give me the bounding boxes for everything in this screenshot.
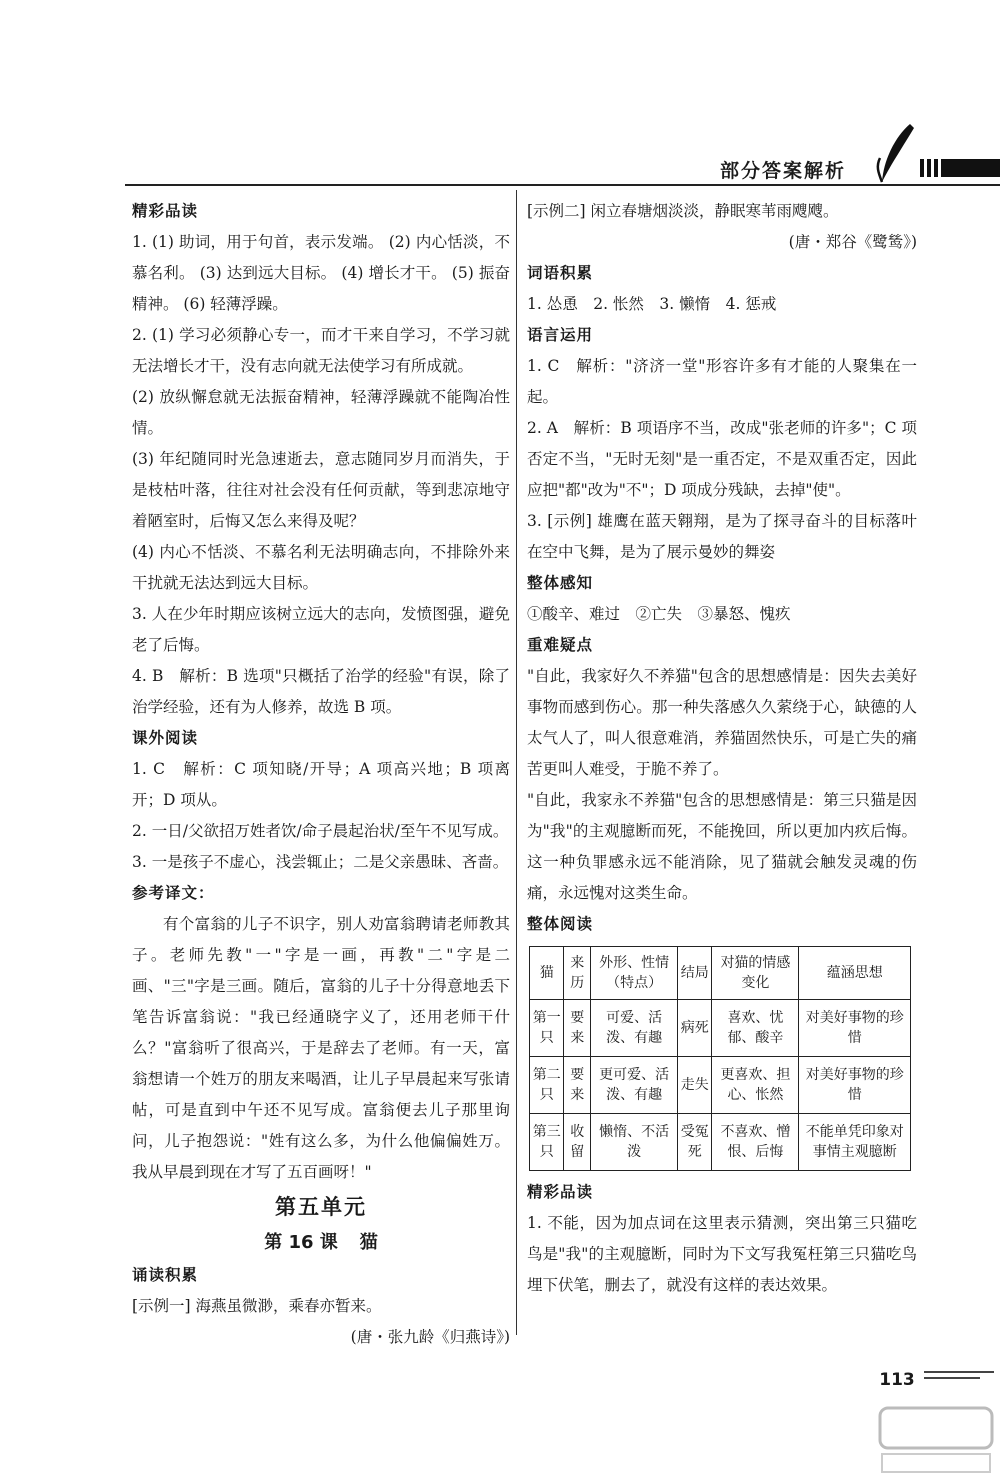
answer-paragraph: 2. (1) 学习必须静心专一，而才干来自学习，不学习就无法增长才干，没有志向就无法使学习有所成就。 [132, 326, 510, 375]
answer-paragraph: 4. B 解析：B 选项"只概括了治学的经验"有误，除了治学经验，还有为人修养，故选 B 项。 [132, 667, 510, 716]
answer-paragraph: 2. A 解析：B 项语序不当，改成"张老师的许多"；C 项否定不当，"无时无刻"是一重否定，不是双重否定，因此应把"都"改为"不"；D 项成分残缺，去掉"使"。 [527, 419, 917, 499]
page-number: 113 [874, 1363, 920, 1397]
table-cell: 懒惰、不活泼 [591, 1114, 678, 1171]
answer-paragraph: 1. 不能，因为加点词在这里表示猜测，突出第三只猫吃鸟是"我"的主观臆断，同时为下文写我冤枉第三只猫吃鸟埋下伏笔，删去了，就没有这样的表达效果。 [527, 1214, 917, 1294]
left-column [132, 196, 510, 1353]
table-header-cell: 来历 [564, 947, 591, 1000]
answer-paragraph: 3. 人在少年时期应该树立远大的志向，发愤图强，避免老了后悔。 [132, 605, 510, 654]
answer-paragraph: [示例一] 海燕虽微渺，乘春亦暂来。 [132, 1297, 382, 1315]
table-cell: 收留 [564, 1114, 591, 1171]
table-header-cell: 蕴涵思想 [799, 947, 911, 1000]
header-rule [125, 184, 1000, 186]
header-title: 部分答案解析 [720, 160, 847, 182]
table-header-cell: 对猫的情感变化 [712, 947, 799, 1000]
unit-title: 第五单元 [275, 1195, 367, 1219]
table-cell: 不能单凭印象对事情主观臆断 [799, 1114, 911, 1171]
table-row [530, 1000, 911, 1057]
section-heading: 诵读积累 [132, 1266, 199, 1284]
section-heading: 精彩品读 [527, 1183, 594, 1201]
table-cell: 要来 [564, 1000, 591, 1057]
poem-source: (唐・郑谷《鹭鸶》) [788, 233, 917, 251]
lesson-title [132, 1226, 510, 1260]
section-heading: 精彩品读 [132, 202, 199, 220]
table-cell: 可爱、活泼、有趣 [591, 1000, 678, 1057]
page-header [0, 150, 1000, 190]
answer-paragraph: 3. [示例] 雄鹰在蓝天翱翔，是为了探寻奋斗的目标落叶在空中飞舞，是为了展示曼妙的舞姿 [527, 512, 917, 561]
section-heading: 语言运用 [527, 326, 594, 344]
answer-paragraph: 1. 怂恿 2. 怅然 3. 懒惰 4. 惩戒 [527, 295, 777, 313]
section-heading: 参考译文： [132, 884, 215, 902]
quill-icon [870, 122, 920, 188]
table-cell: 第三只 [530, 1114, 564, 1171]
answer-paragraph: ①酸辛、难过 ②亡失 ③暴怒、愧疚 [527, 605, 791, 623]
table-cell: 病死 [678, 1000, 712, 1057]
answer-paragraph: 1. C 解析："济济一堂"形容许多有才能的人聚集在一起。 [527, 357, 917, 406]
section-heading: 整体感知 [527, 574, 594, 592]
answer-paragraph: (3) 年纪随同时光急速逝去，意志随同岁月而消失，于是枝枯叶落，往往对社会没有任何贡献，等到悲凉地守着陋室时，后悔又怎么来得及呢？ [132, 450, 510, 530]
answer-paragraph: 2. 一日/父欲招万姓者饮/命子晨起治状/至午不见写成。 [132, 822, 509, 840]
table-header-cell: 结局 [678, 947, 712, 1000]
table-cell: 要来 [564, 1057, 591, 1114]
answer-paragraph: 3. 一是孩子不虚心，浅尝辄止；二是父亲愚昧、吝啬。 [132, 853, 509, 871]
table-cell: 受冤死 [678, 1114, 712, 1171]
table-cell: 第一只 [530, 1000, 564, 1057]
answer-paragraph: (4) 内心不恬淡、不慕名利无法明确志向，不排除外来干扰就无法达到远大目标。 [132, 543, 510, 592]
answer-paragraph: [示例二] 闲立春塘烟淡淡，静眠寒苇雨飕飕。 [527, 202, 839, 220]
answer-paragraph: "自此，我家好久不养猫"包含的思想感情是：因失去美好事物而感到伤心。那一种失落感久久萦绕于心，缺德的人太气人了，叫人很意难消，养猫固然快乐，可是亡失的痛苦更叫人难受，于脆不养了。 [527, 667, 917, 778]
table-cell: 喜欢、忧郁、酸辛 [712, 1000, 799, 1057]
translation-paragraph: 有个富翁的儿子不识字，别人劝富翁聘请老师教其子。老师先教"一"字是一画，再教"二"字是二画、"三"字是三画。随后，富翁的儿子十分得意地丢下笔告诉富翁说："我已经通晓字义了，还用老师干什么？"富翁听了很高兴，于是辞去了老师。有一天，富翁想请一个姓万的朋友来喝酒，让儿子早晨起来写张请帖，可是直到中午还不见写成。富翁便去儿子那里询问，儿子抱怨说："姓有这么多，为什么他偏偏姓万。我从早晨到现在才写了五百画呀！" [132, 915, 510, 1181]
poem-source: (唐・张九龄《归燕诗》) [350, 1328, 510, 1346]
answer-paragraph: 1. (1) 助词，用于句首，表示发端。 (2) 内心恬淡，不慕名利。 (3) 达到远大目标。 (4) 增长才干。 (5) 振奋精神。 (6) 轻薄浮躁。 [132, 233, 510, 313]
table-header-cell: 猫 [530, 947, 564, 1000]
table-cell: 对美好事物的珍惜 [799, 1000, 911, 1057]
table-row [530, 1057, 911, 1114]
cat-comparison-table [529, 946, 911, 1171]
table-cell: 对美好事物的珍惜 [799, 1057, 911, 1114]
section-heading: 课外阅读 [132, 729, 199, 747]
right-column [527, 196, 917, 1301]
lesson-number: 第 16 课 [264, 1232, 338, 1253]
table-cell: 更喜欢、担心、怅然 [712, 1057, 799, 1114]
lesson-name: 猫 [359, 1232, 378, 1253]
table-cell: 更可爱、活泼、有趣 [591, 1057, 678, 1114]
answer-paragraph: 1. C 解析：C 项知晓/开导；A 项高兴地；B 项离开；D 项从。 [132, 760, 510, 809]
table-cell: 不喜欢、憎恨、后悔 [712, 1114, 799, 1171]
header-decoration [920, 158, 1000, 178]
section-heading: 整体阅读 [527, 915, 594, 933]
table-header-row [530, 947, 911, 1000]
page-number-decoration [924, 1371, 994, 1383]
watermark-logo [872, 1402, 1000, 1479]
table-cell: 走失 [678, 1057, 712, 1114]
table-cell: 第二只 [530, 1057, 564, 1114]
section-heading: 重难疑点 [527, 636, 594, 654]
table-header-cell: 外形、性情（特点） [591, 947, 678, 1000]
section-heading: 词语积累 [527, 264, 594, 282]
column-divider [516, 190, 517, 1335]
answer-paragraph: (2) 放纵懈怠就无法振奋精神，轻薄浮躁就不能陶冶性情。 [132, 388, 510, 437]
answer-paragraph: "自此，我家永不养猫"包含的思想感情是：第三只猫是因为"我"的主观臆断而死，不能挽回，所以更加内疚后悔。这一种负罪感永远不能消除，见了猫就会触发灵魂的伤痛，永远愧对这类生命。 [527, 791, 917, 902]
table-row [530, 1114, 911, 1171]
